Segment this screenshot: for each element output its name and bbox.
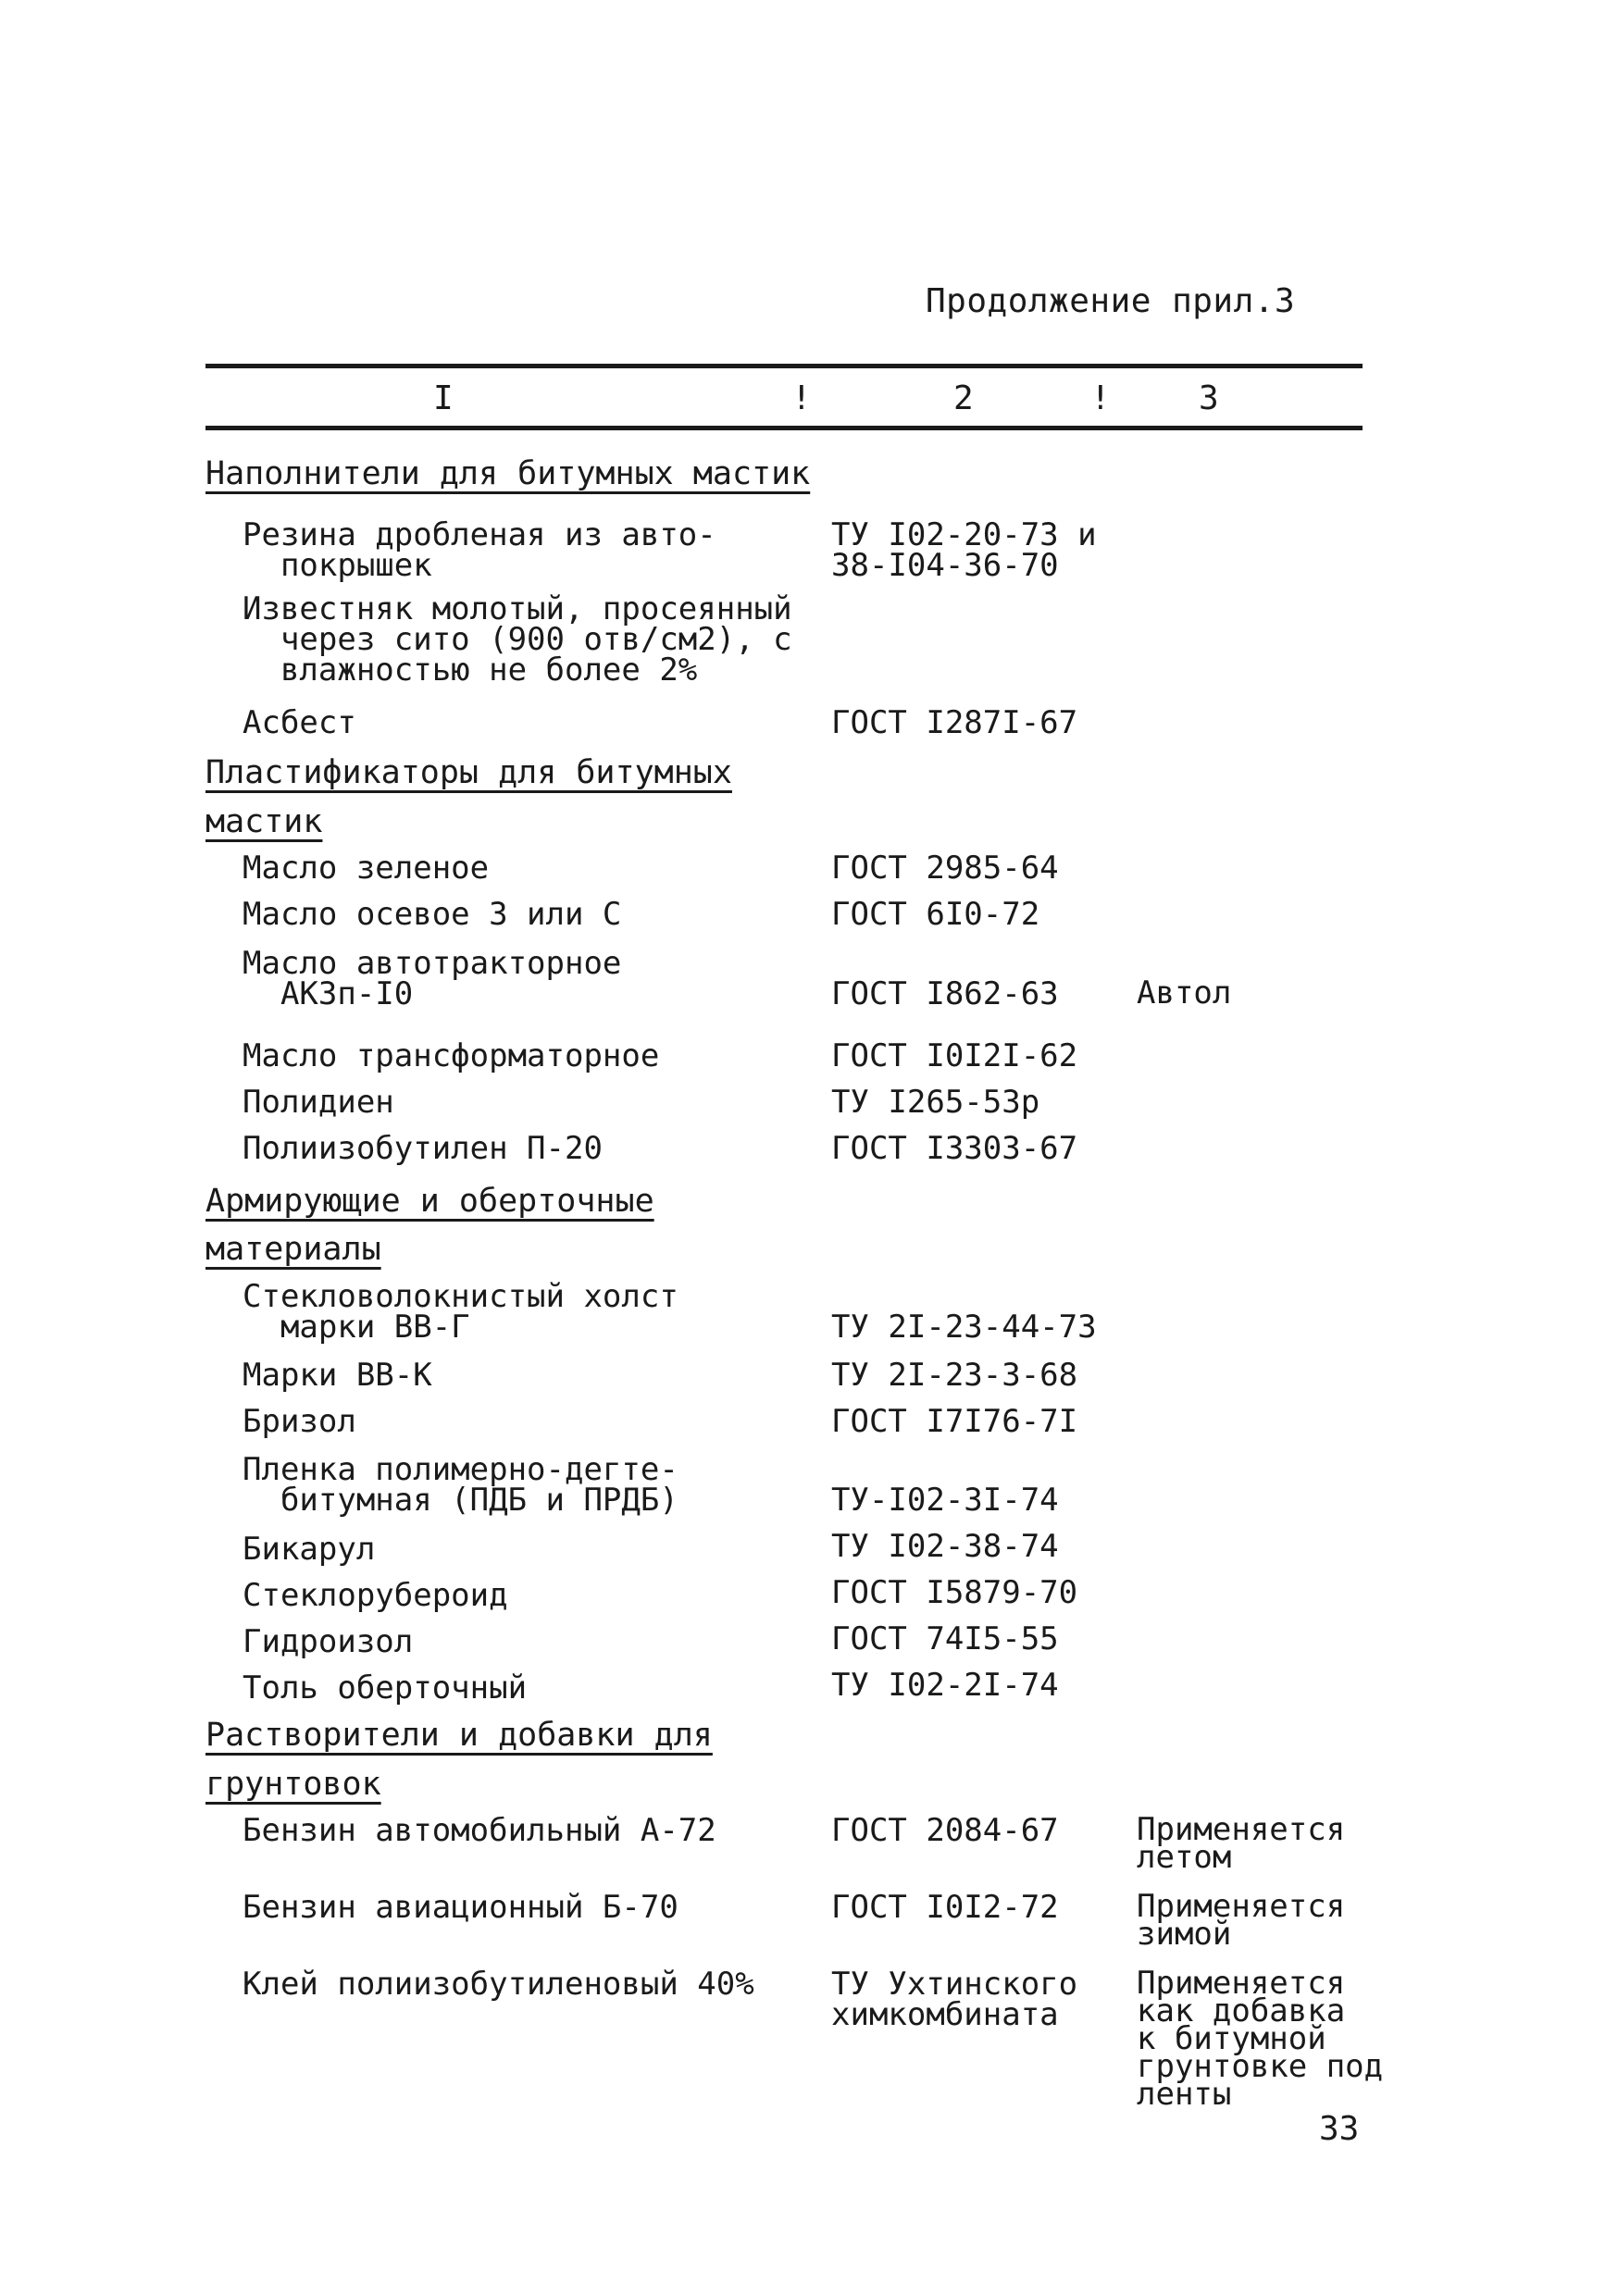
section-heading: Пластификаторы для битумных: [205, 754, 732, 791]
standard-ref: ГОСТ I3303-67: [831, 1130, 1078, 1167]
standard-ref: ТУ 2I-23-44-73: [831, 1309, 1097, 1346]
material-name: Бензин авиационный Б-70: [243, 1889, 678, 1926]
material-name: Масло зеленое: [243, 850, 490, 887]
section-heading: мастик: [205, 803, 323, 840]
standard-ref: ГОСТ I0I2I-62: [831, 1037, 1078, 1074]
standard-ref: ГОСТ I7I76-7I: [831, 1403, 1078, 1440]
material-name: Бикарул: [243, 1531, 376, 1568]
standard-ref: ГОСТ I5879-70: [831, 1574, 1078, 1611]
standard-ref: ГОСТ 6I0-72: [831, 896, 1040, 933]
page-number: 33: [1319, 2110, 1360, 2148]
standard-ref: ТУ-I02-3I-74: [831, 1482, 1059, 1519]
note: Применяется как добавка к битумной грунтовке под ленты: [1137, 1965, 1384, 2113]
standard-ref: ГОСТ I0I2-72: [831, 1889, 1059, 1926]
material-name: Бризол: [243, 1403, 356, 1440]
material-name: Стекловолокнистый холст марки ВВ-Г: [243, 1278, 678, 1346]
section-heading: Наполнители для битумных мастик: [205, 455, 811, 492]
column-header-3: 3: [1199, 379, 1219, 417]
standard-ref: ТУ I02-20-73 и 38-I04-36-70: [831, 516, 1097, 584]
material-name: Известняк молотый, просеянный через сито (900 отв/см2), с влажностью не более 2%: [243, 590, 792, 689]
material-name: Стеклорубероид: [243, 1577, 508, 1614]
note: Применяется летом: [1137, 1811, 1346, 1876]
material-name: Клей полиизобутиленовый 40%: [243, 1966, 754, 2003]
material-name: Марки ВВ-К: [243, 1357, 432, 1394]
column-header-2: 2: [953, 379, 974, 417]
material-name: Гидроизол: [243, 1623, 414, 1660]
standard-ref: ТУ I265-53р: [831, 1084, 1040, 1121]
material-name: Масло автотракторное АКЗп-I0: [243, 945, 622, 1012]
column-header-1: I: [433, 379, 454, 417]
standard-ref: ТУ I02-38-74: [831, 1528, 1059, 1565]
standard-ref: ГОСТ 74I5-55: [831, 1620, 1059, 1657]
material-name: Масло осевое З или С: [243, 896, 622, 933]
material-name: Полиизобутилен П-20: [243, 1130, 603, 1167]
column-separator: !: [791, 379, 812, 417]
standard-ref: ГОСТ I862-63: [831, 975, 1059, 1012]
standard-ref: ГОСТ 2084-67: [831, 1812, 1059, 1849]
material-name: Пленка полимерно-дегте- битумная (ПДБ и ПРДБ): [243, 1451, 678, 1519]
section-heading: материалы: [205, 1231, 381, 1268]
page-header: Продолжение прил.3: [926, 282, 1296, 320]
material-name: Бензин автомобильный А-72: [243, 1812, 716, 1849]
note: Автол: [1137, 974, 1232, 1011]
column-separator: !: [1090, 379, 1111, 417]
material-name: Толь оберточный: [243, 1669, 528, 1706]
standard-ref: ТУ I02-2I-74: [831, 1667, 1059, 1704]
material-name: Масло трансформаторное: [243, 1037, 660, 1074]
material-name: Резина дробленая из авто- покрышек: [243, 516, 716, 584]
table-header-rule: [205, 426, 1363, 430]
standard-ref: ТУ Ухтинского химкомбината: [831, 1966, 1078, 2033]
table-top-rule: [205, 364, 1363, 368]
standard-ref: ТУ 2I-23-3-68: [831, 1357, 1078, 1394]
material-name: Полидиен: [243, 1084, 394, 1121]
standard-ref: ГОСТ I287I-67: [831, 704, 1078, 741]
section-heading: Армирующие и оберточные: [205, 1183, 654, 1220]
material-name: Асбест: [243, 704, 356, 741]
note: Применяется зимой: [1137, 1888, 1346, 1953]
section-heading: грунтовок: [205, 1766, 381, 1803]
standard-ref: ГОСТ 2985-64: [831, 850, 1059, 887]
section-heading: Растворители и добавки для: [205, 1717, 713, 1754]
